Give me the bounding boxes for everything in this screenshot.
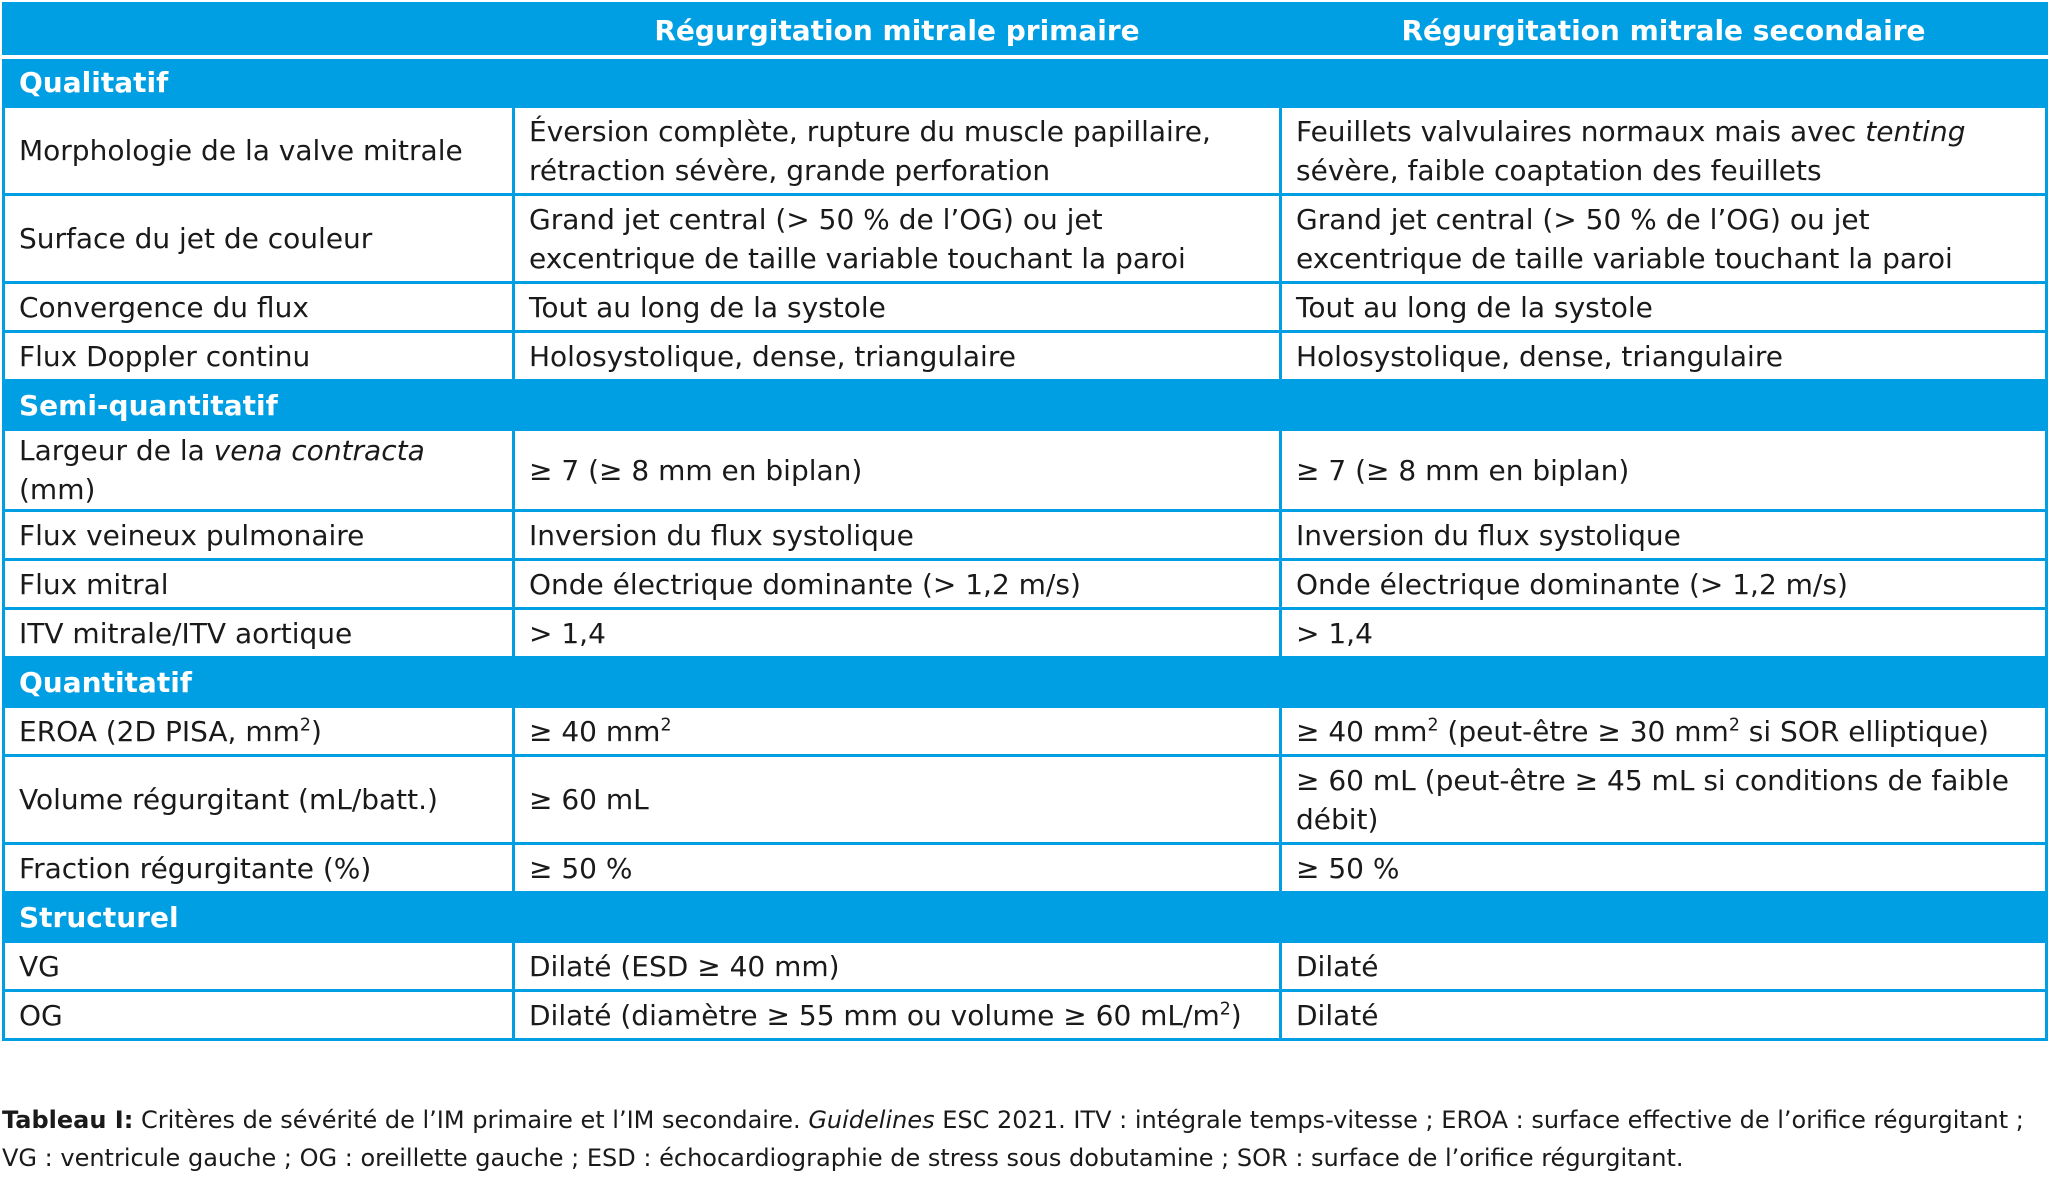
primary-cell: Dilaté (ESD ≥ 40 mm): [514, 942, 1281, 991]
primary-cell: [514, 991, 1281, 1040]
section-row-quantitatif: [4, 658, 2047, 707]
section-title: Quantitatif: [4, 658, 2047, 707]
primary-cell: Grand jet central (> 50 % de l’OG) ou jet excentrique de taille variable touchant la paroi: [514, 195, 1281, 283]
table-caption: [2, 1101, 2042, 1177]
header-primary: Régurgitation mitrale primaire: [514, 4, 1281, 58]
text: si SOR elliptique): [1739, 714, 1989, 748]
table-row: [4, 991, 2047, 1040]
criterion-cell: Fraction régurgitante (%): [4, 844, 514, 893]
criterion-cell: Morphologie de la valve mitrale: [4, 107, 514, 195]
secondary-cell: Inversion du flux systolique: [1281, 511, 2047, 560]
secondary-cell: Dilaté: [1281, 991, 2047, 1040]
secondary-cell: ≥ 60 mL (peut-être ≥ 45 mL si conditions de faible débit): [1281, 756, 2047, 844]
table-row: [4, 560, 2047, 609]
table-row: [4, 609, 2047, 658]
secondary-cell: Tout au long de la systole: [1281, 283, 2047, 332]
table-row: [4, 844, 2047, 893]
text: (peut-être ≥ 30 mm: [1438, 714, 1729, 748]
table-row: [4, 707, 2047, 756]
criterion-cell: Volume régurgitant (mL/batt.): [4, 756, 514, 844]
secondary-cell: Grand jet central (> 50 % de l’OG) ou jet excentrique de taille variable touchant la paroi: [1281, 195, 2047, 283]
criterion-cell: [4, 430, 514, 511]
criterion-cell: OG: [4, 991, 514, 1040]
text: (mm): [19, 473, 96, 506]
superscript: 2: [660, 715, 672, 736]
section-row-semi-quantitatif: [4, 381, 2047, 430]
table-header-row: [4, 4, 2047, 58]
primary-cell: Inversion du flux systolique: [514, 511, 1281, 560]
italic-term: tenting: [1865, 114, 1966, 148]
criterion-cell: [4, 707, 514, 756]
secondary-cell: > 1,4: [1281, 609, 2047, 658]
criterion-cell: VG: [4, 942, 514, 991]
criterion-cell: ITV mitrale/ITV aortique: [4, 609, 514, 658]
section-title: Semi-quantitatif: [4, 381, 2047, 430]
caption-italic: Guidelines: [808, 1106, 935, 1134]
table-row: [4, 107, 2047, 195]
primary-cell: ≥ 60 mL: [514, 756, 1281, 844]
text: ): [1230, 998, 1242, 1032]
primary-cell: Éversion complète, rupture du muscle papillaire, rétraction sévère, grande perforation: [514, 107, 1281, 195]
text: Dilaté (diamètre ≥ 55 mm ou volume ≥ 60 mL/m: [529, 998, 1220, 1032]
primary-cell: Tout au long de la systole: [514, 283, 1281, 332]
criterion-cell: Flux Doppler continu: [4, 332, 514, 381]
secondary-cell: Onde électrique dominante (> 1,2 m/s): [1281, 560, 2047, 609]
superscript: 2: [1219, 999, 1231, 1020]
secondary-cell: Holosystolique, dense, triangulaire: [1281, 332, 2047, 381]
table-row: [4, 283, 2047, 332]
text: ≥ 40 mm: [529, 714, 661, 748]
superscript: 2: [299, 715, 311, 736]
secondary-cell: [1281, 107, 2047, 195]
secondary-cell: Dilaté: [1281, 942, 2047, 991]
text: ≥ 40 mm: [1296, 714, 1428, 748]
header-secondary: Régurgitation mitrale secondaire: [1281, 4, 2047, 58]
text: Feuillets valvulaires normaux mais avec: [1296, 114, 1866, 148]
text: ): [310, 714, 322, 748]
secondary-cell: ≥ 7 (≥ 8 mm en biplan): [1281, 430, 2047, 511]
text: EROA (2D PISA, mm: [19, 714, 300, 748]
italic-term: vena contracta: [213, 434, 425, 467]
primary-cell: Onde électrique dominante (> 1,2 m/s): [514, 560, 1281, 609]
primary-cell: [514, 707, 1281, 756]
primary-cell: > 1,4: [514, 609, 1281, 658]
criterion-cell: Convergence du flux: [4, 283, 514, 332]
table-row: [4, 332, 2047, 381]
table-row: [4, 942, 2047, 991]
caption-text: Critères de sévérité de l’IM primaire et l’IM secondaire.: [133, 1106, 809, 1134]
criterion-cell: Flux mitral: [4, 560, 514, 609]
superscript: 2: [1728, 715, 1740, 736]
section-row-structurel: [4, 893, 2047, 942]
table-row: [4, 195, 2047, 283]
table-row: [4, 430, 2047, 511]
table-row: [4, 511, 2047, 560]
severity-criteria-table: [2, 2, 2048, 1041]
criterion-cell: Surface du jet de couleur: [4, 195, 514, 283]
primary-cell: ≥ 50 %: [514, 844, 1281, 893]
primary-cell: ≥ 7 (≥ 8 mm en biplan): [514, 430, 1281, 511]
secondary-cell: [1281, 707, 2047, 756]
section-row-qualitatif: [4, 57, 2047, 107]
table-row: [4, 756, 2047, 844]
caption-label: Tableau I:: [2, 1106, 134, 1134]
primary-cell: Holosystolique, dense, triangulaire: [514, 332, 1281, 381]
section-title: Structurel: [4, 893, 2047, 942]
superscript: 2: [1427, 715, 1439, 736]
text: sévère, faible coaptation des feuillets: [1296, 153, 1822, 187]
criterion-cell: Flux veineux pulmonaire: [4, 511, 514, 560]
secondary-cell: ≥ 50 %: [1281, 844, 2047, 893]
section-title: Qualitatif: [4, 57, 2047, 107]
text: Largeur de la: [19, 434, 214, 467]
header-criterion: [4, 4, 514, 58]
caption-text-continued: ESC 2021. ITV : intégrale temps-vitesse ; EROA : surface effective de l’orifice régurgitant ; VG : ventricule gauche ; OG : oreillette gauche ; ESD : échocardiographie de stress sous dobutamine ; SOR : surface de l’orifice régurgitant.: [2, 1106, 2024, 1172]
